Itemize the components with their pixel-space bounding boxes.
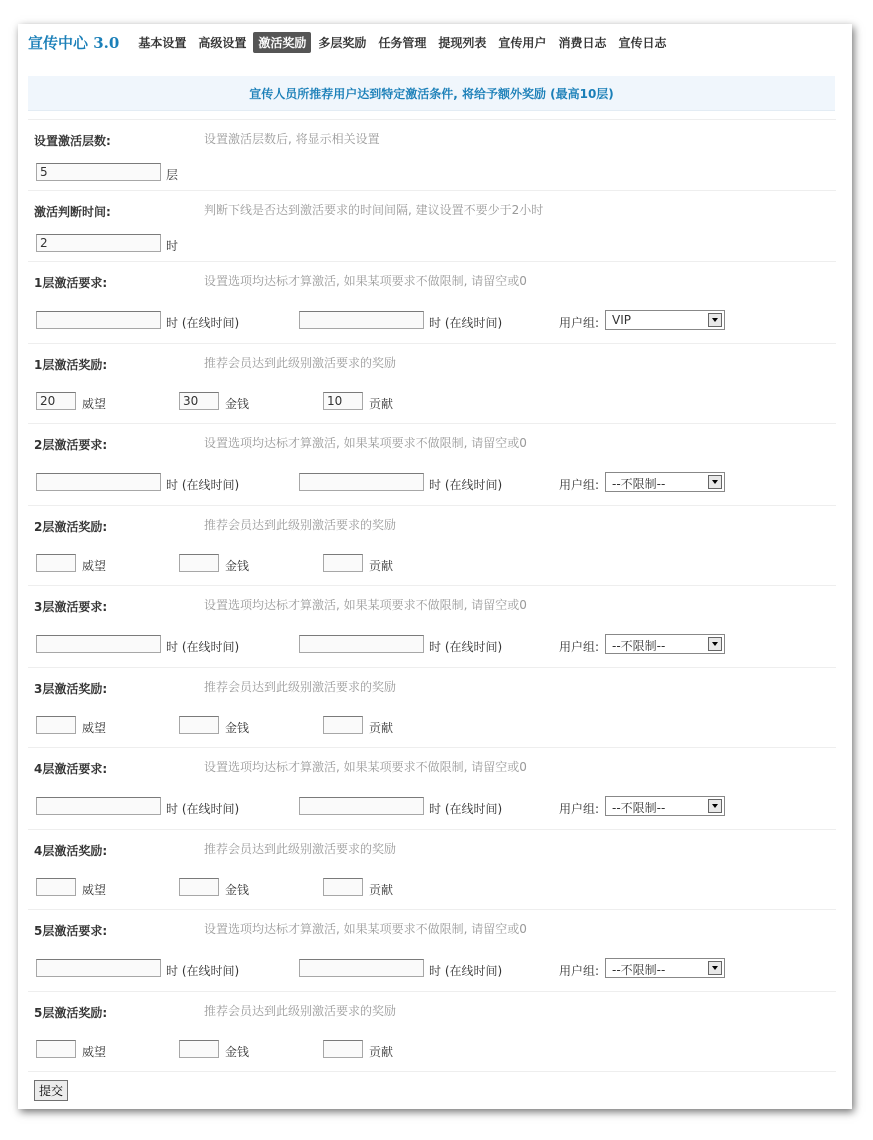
prestige-unit: 威望 <box>82 1045 107 1059</box>
usergroup-label: 用户组: <box>559 640 600 654</box>
online-time-unit: 时 (在线时间) <box>429 316 503 330</box>
reward-prestige-input[interactable] <box>36 716 76 734</box>
reward-contribution-input[interactable] <box>323 554 363 572</box>
reward-contribution-input[interactable] <box>323 716 363 734</box>
contribution-unit: 贡献 <box>369 559 394 573</box>
money-unit: 金钱 <box>225 1045 250 1059</box>
contribution-unit: 贡献 <box>369 1045 394 1059</box>
reward-prestige-input[interactable] <box>36 1040 76 1058</box>
divider <box>28 1071 836 1072</box>
money-unit: 金钱 <box>225 883 250 897</box>
usergroup-label: 用户组: <box>559 964 600 978</box>
reward-prestige-input[interactable] <box>36 554 76 572</box>
tier-requirement-hint: 设置选项均达标才算激活, 如果某项要求不做限制, 请留空或0 <box>204 436 527 450</box>
tier-online-time-input-2[interactable] <box>299 473 424 491</box>
reward-contribution-input[interactable] <box>323 1040 363 1058</box>
usergroup-selected-value: --不限制-- <box>612 477 666 491</box>
top-nav <box>28 30 673 54</box>
tier-requirement-section <box>28 585 836 668</box>
tier-requirement-hint: 设置选项均达标才算激活, 如果某项要求不做限制, 请留空或0 <box>204 922 527 936</box>
online-time-unit: 时 (在线时间) <box>166 964 240 978</box>
tier-reward-label: 4层激活奖励: <box>34 844 108 858</box>
tier-online-time-input-2[interactable] <box>299 959 424 977</box>
tier-requirement-section <box>28 747 836 830</box>
tier-online-time-input-1[interactable] <box>36 473 161 491</box>
reward-money-input[interactable] <box>179 392 219 410</box>
info-banner: 宣传人员所推荐用户达到特定激活条件, 将给予额外奖励 (最高10层) <box>28 76 835 111</box>
tier-requirement-label: 4层激活要求: <box>34 762 108 776</box>
prestige-unit: 威望 <box>82 397 107 411</box>
tier-online-time-input-1[interactable] <box>36 635 161 653</box>
tab-promo-users[interactable]: 宣传用户 <box>498 35 547 50</box>
brand-title: 宣传中心 3.0 <box>28 33 120 52</box>
tier-reward-hint: 推荐会员达到此级别激活要求的奖励 <box>204 356 397 370</box>
tab-withdrawal-list[interactable]: 提现列表 <box>438 35 487 50</box>
interval-input[interactable] <box>36 234 161 252</box>
reward-money-input[interactable] <box>179 716 219 734</box>
tier-requirement-hint: 设置选项均达标才算激活, 如果某项要求不做限制, 请留空或0 <box>204 274 527 288</box>
tier-online-time-input-2[interactable] <box>299 635 424 653</box>
tab-activation-reward[interactable]: 激活奖励 <box>253 32 311 53</box>
tab-consumption-log[interactable]: 消费日志 <box>558 35 607 50</box>
tier-requirement-hint: 设置选项均达标才算激活, 如果某项要求不做限制, 请留空或0 <box>204 598 527 612</box>
tab-task-management[interactable]: 任务管理 <box>378 35 427 50</box>
tier-requirement-section <box>28 261 836 344</box>
online-time-unit: 时 (在线时间) <box>166 640 240 654</box>
levels-label: 设置激活层数: <box>34 134 111 148</box>
tier-requirement-section <box>28 423 836 506</box>
tab-basic-settings[interactable]: 基本设置 <box>138 35 187 50</box>
reward-money-input[interactable] <box>179 554 219 572</box>
prestige-unit: 威望 <box>82 883 107 897</box>
tier-requirement-label: 1层激活要求: <box>34 276 108 290</box>
reward-money-input[interactable] <box>179 878 219 896</box>
tier-reward-section <box>28 991 836 1072</box>
online-time-unit: 时 (在线时间) <box>166 802 240 816</box>
reward-contribution-input[interactable] <box>323 878 363 896</box>
usergroup-label: 用户组: <box>559 316 600 330</box>
reward-prestige-input[interactable] <box>36 878 76 896</box>
tier-reward-hint: 推荐会员达到此级别激活要求的奖励 <box>204 842 397 856</box>
usergroup-selected-value: VIP <box>612 313 631 327</box>
tier-reward-label: 3层激活奖励: <box>34 682 108 696</box>
online-time-unit: 时 (在线时间) <box>166 316 240 330</box>
usergroup-select[interactable] <box>605 472 725 492</box>
usergroup-select[interactable] <box>605 796 725 816</box>
usergroup-select[interactable] <box>605 634 725 654</box>
submit-button[interactable]: 提交 <box>34 1080 68 1101</box>
tier-reward-hint: 推荐会员达到此级别激活要求的奖励 <box>204 518 397 532</box>
prestige-unit: 威望 <box>82 721 107 735</box>
tier-reward-label: 2层激活奖励: <box>34 520 108 534</box>
tier-requirement-section <box>28 909 836 992</box>
interval-section <box>28 190 836 262</box>
online-time-unit: 时 (在线时间) <box>429 964 503 978</box>
usergroup-selected-value: --不限制-- <box>612 963 666 977</box>
tab-multilevel-reward[interactable]: 多层奖励 <box>318 35 367 50</box>
tier-online-time-input-2[interactable] <box>299 797 424 815</box>
money-unit: 金钱 <box>225 397 250 411</box>
online-time-unit: 时 (在线时间) <box>429 640 503 654</box>
contribution-unit: 贡献 <box>369 721 394 735</box>
tier-online-time-input-1[interactable] <box>36 959 161 977</box>
usergroup-label: 用户组: <box>559 478 600 492</box>
tier-requirement-label: 5层激活要求: <box>34 924 108 938</box>
tier-online-time-input-1[interactable] <box>36 797 161 815</box>
chevron-down-icon[interactable] <box>708 799 722 813</box>
tier-reward-section <box>28 343 836 424</box>
tier-reward-label: 5层激活奖励: <box>34 1006 108 1020</box>
tier-reward-section <box>28 829 836 910</box>
usergroup-selected-value: --不限制-- <box>612 639 666 653</box>
usergroup-selected-value: --不限制-- <box>612 801 666 815</box>
levels-section <box>28 119 836 191</box>
money-unit: 金钱 <box>225 721 250 735</box>
tier-requirement-label: 2层激活要求: <box>34 438 108 452</box>
chevron-down-icon[interactable] <box>708 475 722 489</box>
usergroup-select[interactable] <box>605 958 725 978</box>
chevron-down-icon[interactable] <box>708 637 722 651</box>
contribution-unit: 贡献 <box>369 397 394 411</box>
tier-online-time-input-2[interactable] <box>299 311 424 329</box>
tab-promo-log[interactable]: 宣传日志 <box>618 35 667 50</box>
interval-hint: 判断下线是否达到激活要求的时间间隔, 建议设置不要少于2小时 <box>204 203 544 217</box>
interval-label: 激活判断时间: <box>34 205 111 219</box>
online-time-unit: 时 (在线时间) <box>429 802 503 816</box>
levels-hint: 设置激活层数后, 将显示相关设置 <box>204 132 380 146</box>
tab-advanced-settings[interactable]: 高级设置 <box>198 35 247 50</box>
tier-requirement-label: 3层激活要求: <box>34 600 108 614</box>
reward-prestige-input[interactable] <box>36 392 76 410</box>
levels-unit: 层 <box>166 168 179 182</box>
tier-reward-label: 1层激活奖励: <box>34 358 108 372</box>
tier-reward-section <box>28 667 836 748</box>
money-unit: 金钱 <box>225 559 250 573</box>
online-time-unit: 时 (在线时间) <box>429 478 503 492</box>
tier-online-time-input-1[interactable] <box>36 311 161 329</box>
reward-contribution-input[interactable] <box>323 392 363 410</box>
tier-requirement-hint: 设置选项均达标才算激活, 如果某项要求不做限制, 请留空或0 <box>204 760 527 774</box>
interval-unit: 时 <box>166 239 179 253</box>
usergroup-label: 用户组: <box>559 802 600 816</box>
reward-money-input[interactable] <box>179 1040 219 1058</box>
tier-reward-section <box>28 505 836 586</box>
tier-reward-hint: 推荐会员达到此级别激活要求的奖励 <box>204 1004 397 1018</box>
usergroup-select[interactable] <box>605 310 725 330</box>
online-time-unit: 时 (在线时间) <box>166 478 240 492</box>
levels-input[interactable] <box>36 163 161 181</box>
prestige-unit: 威望 <box>82 559 107 573</box>
contribution-unit: 贡献 <box>369 883 394 897</box>
chevron-down-icon[interactable] <box>708 313 722 327</box>
tier-reward-hint: 推荐会员达到此级别激活要求的奖励 <box>204 680 397 694</box>
chevron-down-icon[interactable] <box>708 961 722 975</box>
